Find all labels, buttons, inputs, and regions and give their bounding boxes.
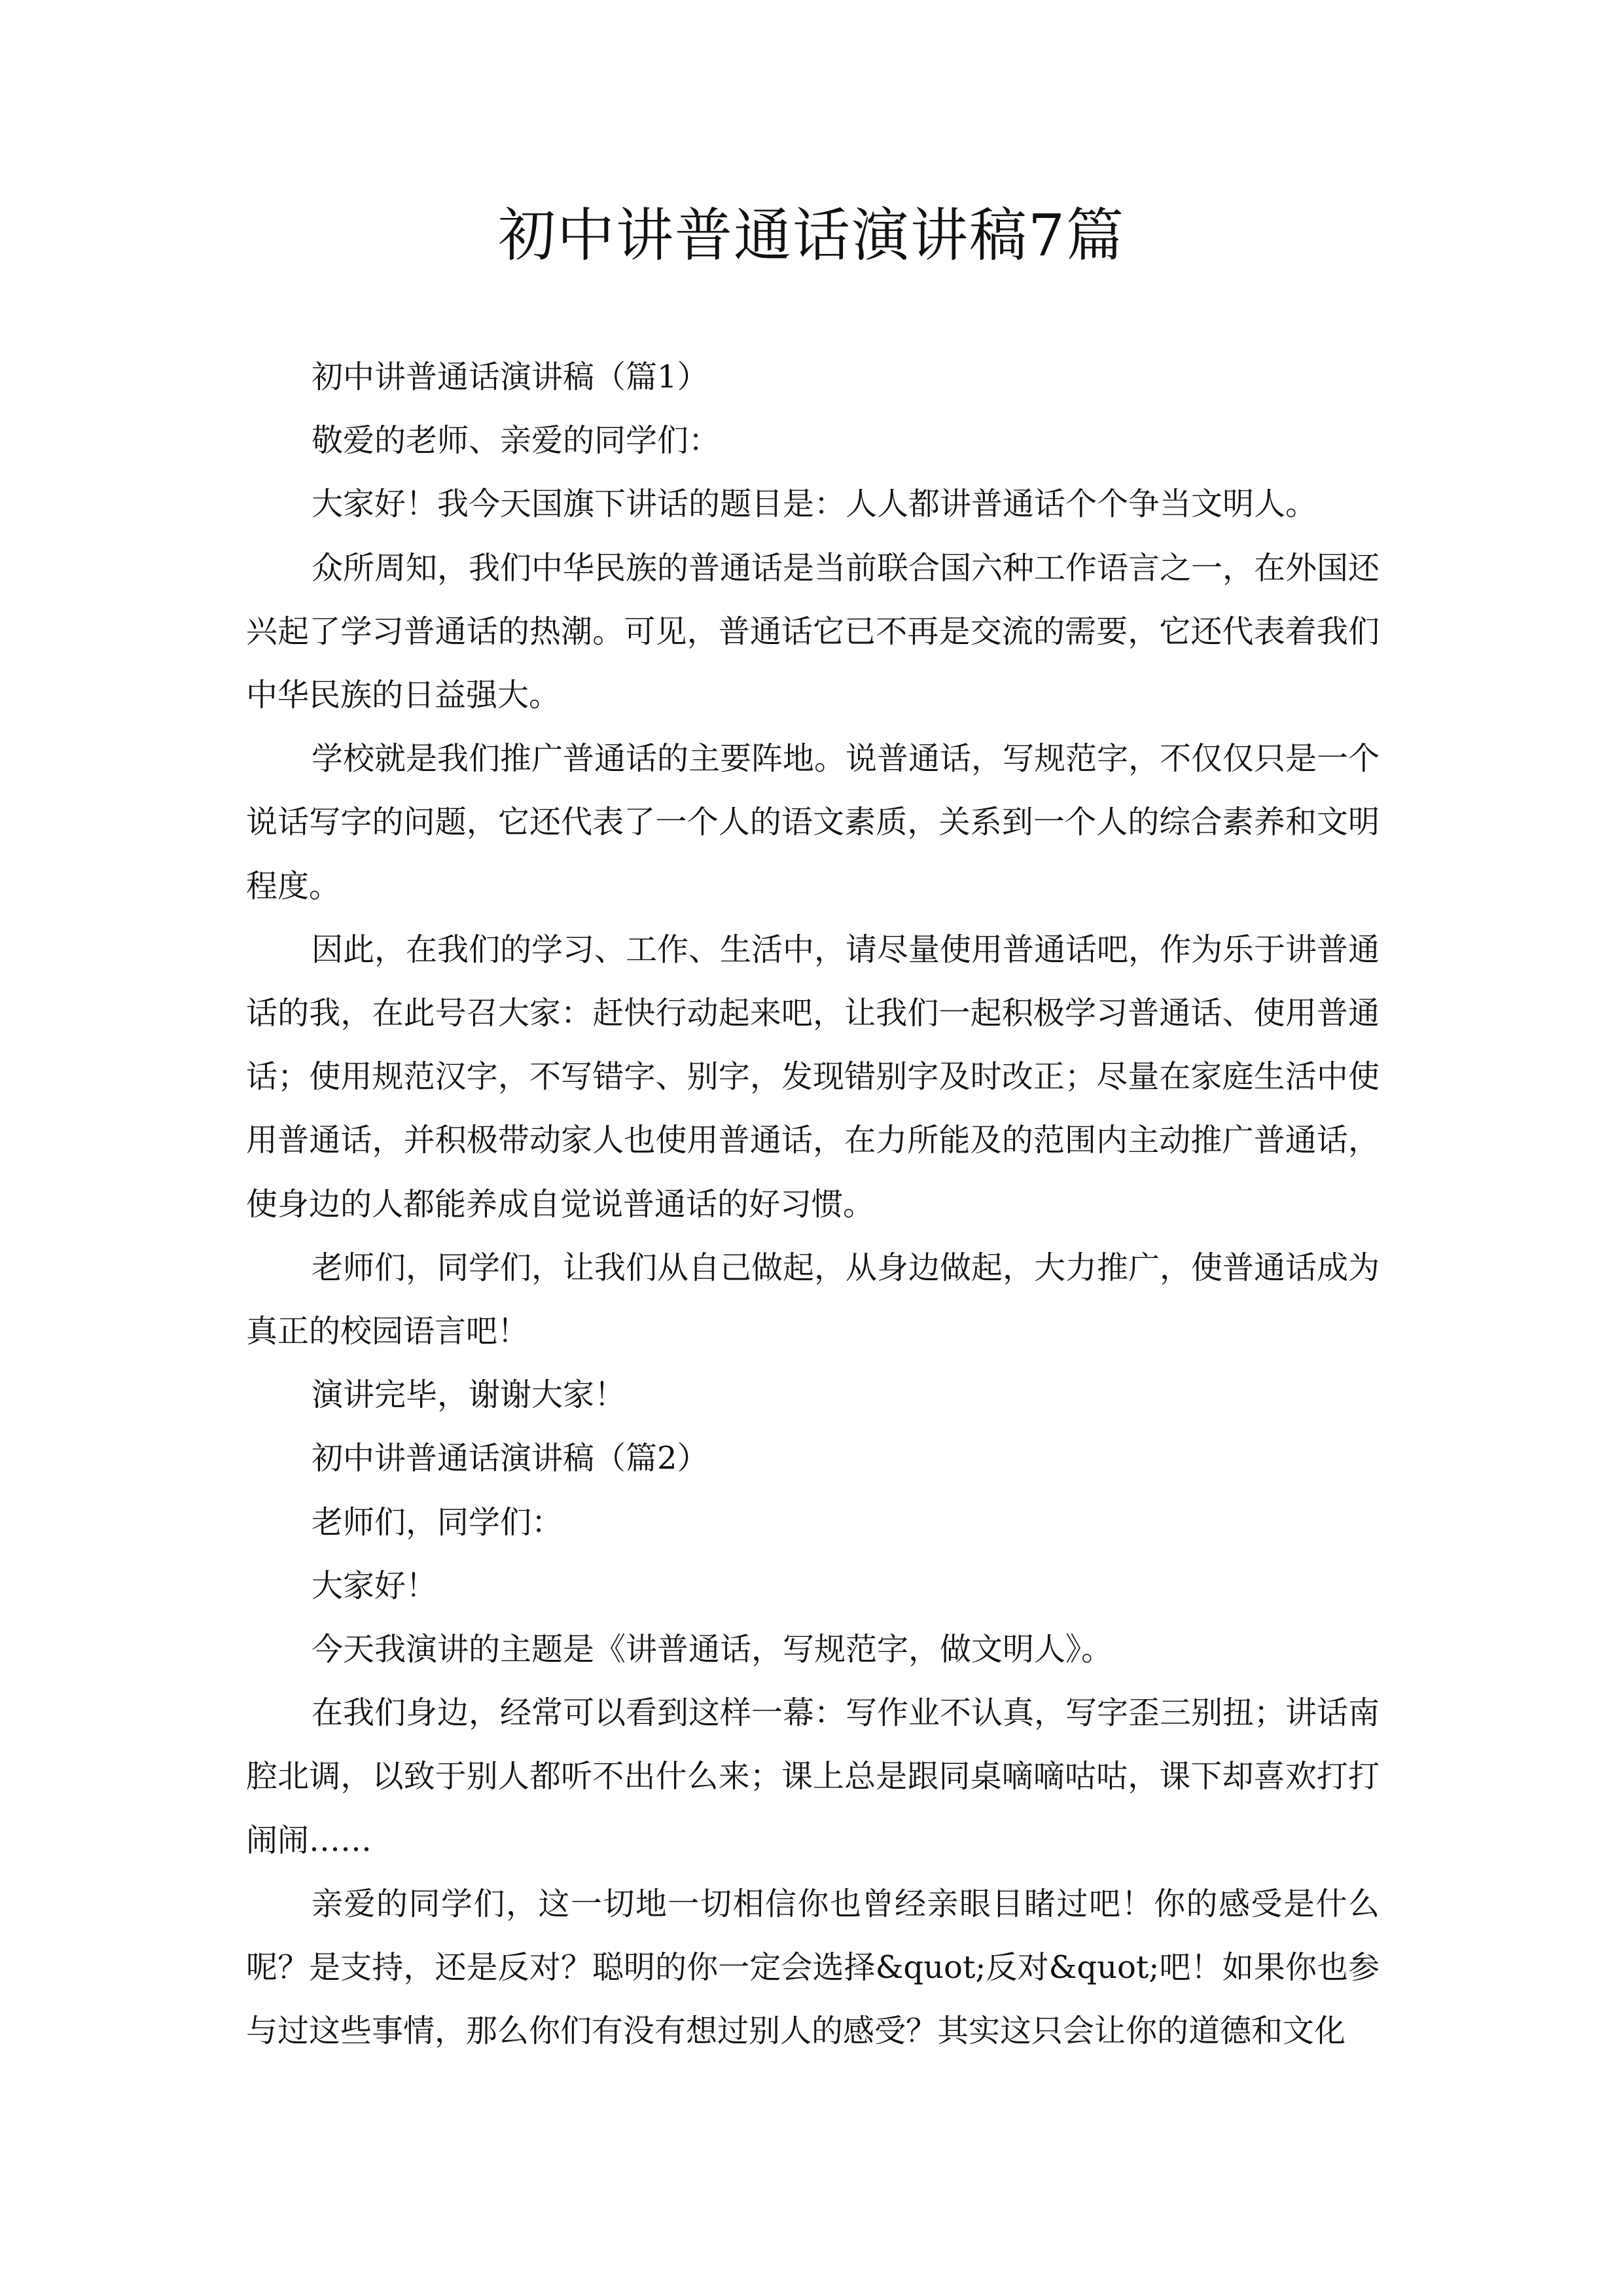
paragraph: 在我们身边，经常可以看到这样一幕：写作业不认真，写字歪三别扭；讲话南腔北调，以致于别人都听不出什么来；课上总是跟同桌嘀嘀咕咕，课下却喜欢打打闹闹…… [246, 1695, 1380, 1859]
document-body [246, 346, 1380, 2063]
paragraph: 学校就是我们推广普通话的主要阵地。说普通话，写规范字，不仅仅只是一个说话写字的问题，它还代表了一个人的语文素质，关系到一个人的综合素养和文明程度。 [246, 740, 1380, 905]
paragraph: 演讲完毕，谢谢大家！ [312, 1376, 626, 1414]
paragraph: 今天我演讲的主题是《讲普通话，写规范字，做文明人》。 [312, 1631, 1113, 1668]
paragraph: 初中讲普通话演讲稿（篇1） [312, 359, 709, 395]
paragraph: 亲爱的同学们，这一切地一切相信你也曾经亲眼目睹过吧！你的感受是什么呢？是支持，还是反对？聪明的你一定会选择&quot;反对&quot;吧！如果你也参与过这些事情，那么你们有没有想过别人的感受？其实这只会让你的道德和文化 [246, 1885, 1380, 2050]
paragraph: 大家好！ [312, 1567, 438, 1604]
paragraph: 众所周知，我们中华民族的普通话是当前联合国六种工作语言之一，在外国还兴起了学习普通话的热潮。可见，普通话它已不再是交流的需要，它还代表着我们中华民族的日益强大。 [246, 549, 1380, 714]
document-title: 初中讲普通话演讲稿7篇 [498, 202, 1125, 269]
paragraph: 老师们，同学们： [312, 1503, 563, 1541]
paragraph: 大家好！我今天国旗下讲话的题目是：人人都讲普通话个个争当文明人。 [312, 486, 1317, 523]
paragraph: 老师们，同学们，让我们从自己做起，从身边做起，大力推广，使普通话成为真正的校园语言吧！ [246, 1249, 1380, 1350]
paragraph: 因此，在我们的学习、工作、生活中，请尽量使用普通话吧，作为乐于讲普通话的我，在此号召大家：赶快行动起来吧，让我们一起积极学习普通话、使用普通话；使用规范汉字，不写错字、别字，发现错别字及时改正；尽量在家庭生活中使用普通话，并积极带动家人也使用普通话，在力所能及的范围内主动推广普通话，使身边的人都能养成自觉说普通话的好习惯。 [246, 931, 1380, 1223]
paragraph: 初中讲普通话演讲稿（篇2） [312, 1440, 709, 1477]
paragraph: 敬爱的老师、亲爱的同学们： [312, 422, 721, 459]
